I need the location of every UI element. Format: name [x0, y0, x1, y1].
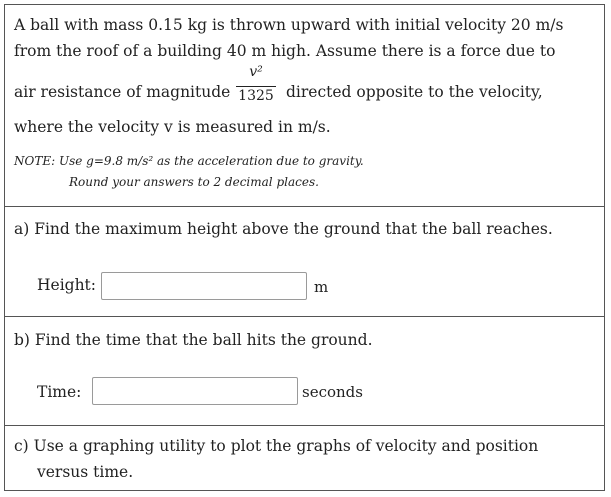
time-input[interactable] — [92, 377, 298, 405]
fraction-bar — [236, 86, 276, 87]
time-label: Time: — [37, 383, 82, 401]
part-a-question: a) Find the maximum height above the ground that the ball reaches. — [14, 220, 553, 238]
problem-line-1: A ball with mass 0.15 kg is thrown upward with initial velocity 20 m/s — [14, 16, 564, 34]
problem-statement — [5, 5, 604, 207]
fraction-denominator: 1325 — [238, 88, 274, 104]
time-unit: seconds — [302, 383, 363, 401]
part-b-section — [5, 316, 604, 426]
problem-container — [4, 4, 605, 491]
height-unit: m — [314, 278, 329, 296]
problem-line-3-before: air resistance of magnitude — [14, 83, 231, 101]
problem-line-3-after: directed opposite to the velocity, — [286, 83, 543, 101]
note-line-2: Round your answers to 2 decimal places. — [69, 175, 319, 189]
problem-line-2: from the roof of a building 40 m high. Assume there is a force due to — [14, 42, 556, 60]
part-b-question: b) Find the time that the ball hits the ground. — [14, 331, 373, 349]
height-label: Height: — [37, 276, 97, 294]
note-line-1: NOTE: Use g=9.8 m/s² as the acceleration due to gravity. — [14, 154, 364, 168]
part-c-line-2: versus time. — [37, 463, 134, 481]
drag-fraction — [233, 64, 279, 104]
part-a-section — [5, 206, 604, 317]
part-c-line-1: c) Use a graphing utility to plot the graphs of velocity and position — [14, 437, 539, 455]
height-input[interactable] — [101, 272, 307, 300]
fraction-numerator: v² — [249, 64, 263, 80]
problem-line-4: where the velocity v is measured in m/s. — [14, 118, 331, 136]
